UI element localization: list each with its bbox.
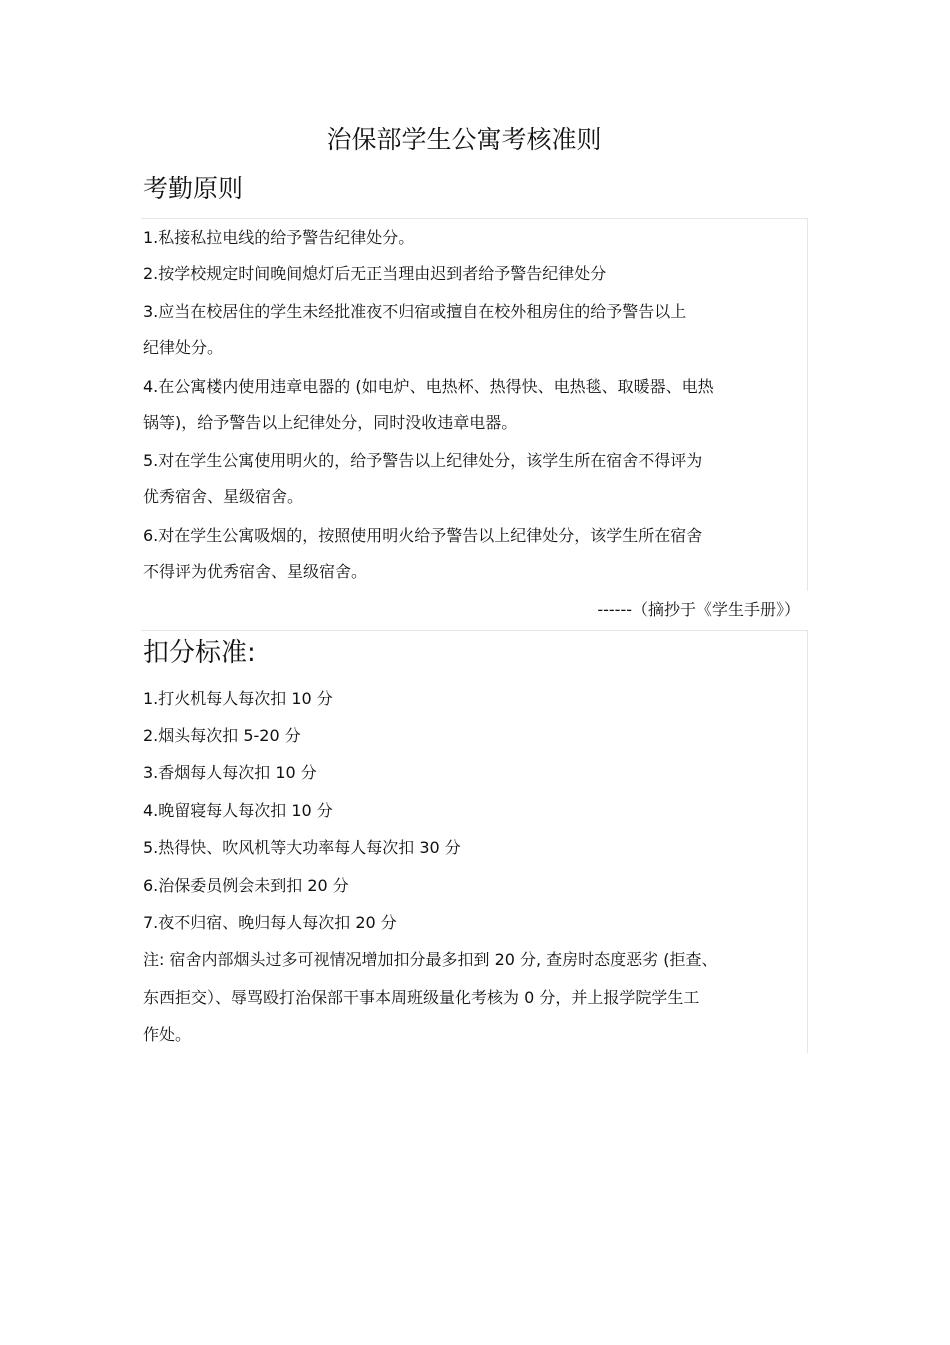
document-title: 治保部学生公寓考核准则	[326, 125, 602, 154]
deduction-line-6: 6.治保委员例会未到扣 20 分	[143, 876, 349, 895]
attendance-line-3-cont: 纪律处分。	[143, 338, 224, 357]
deduction-line-4: 4.晚留寝每人每次扣 10 分	[143, 801, 333, 820]
attendance-line-4: 4.在公寓楼内使用违章电器的 (如电炉、电热杯、热得快、电热毯、取暖器、电热	[143, 377, 714, 396]
deduction-note-line-1: 注: 宿舍内部烟头过多可视情况增加扣分最多扣到 20 分, 查房时态度恶劣 (拒查、	[143, 950, 718, 969]
deduction-line-2: 2.烟头每次扣 5-20 分	[143, 726, 301, 745]
attendance-line-3: 3.应当在校居住的学生未经批准夜不归宿或擅自在校外租房住的给予警告以上	[143, 302, 687, 321]
deduction-heading: 扣分标准:	[143, 638, 256, 668]
attendance-line-1: 1.私接私拉电线的给予警告纪律处分。	[143, 228, 415, 247]
attendance-line-5-cont: 优秀宿舍、星级宿舍。	[143, 487, 304, 506]
attendance-line-2: 2.按学校规定时间晚间熄灯后无正当理由迟到者给予警告纪律处分	[143, 264, 607, 283]
deduction-line-7: 7.夜不归宿、晚归每人每次扣 20 分	[143, 913, 397, 932]
deduction-note-line-2: 东西拒交）、辱骂殴打治保部干事本周班级量化考核为 0 分，并上报学院学生工	[143, 988, 700, 1007]
attendance-line-5: 5.对在学生公寓使用明火的，给予警告以上纪律处分，该学生所在宿舍不得评为	[143, 451, 703, 470]
deduction-line-1: 1.打火机每人每次扣 10 分	[143, 689, 333, 708]
source-note: ------（摘抄于《学生手册》）	[597, 600, 800, 619]
deduction-note-line-3: 作处。	[143, 1025, 192, 1044]
attendance-heading: 考勤原则	[143, 174, 244, 203]
deduction-line-3: 3.香烟每人每次扣 10 分	[143, 763, 317, 782]
deduction-line-5: 5.热得快、吹风机等大功率每人每次扣 30 分	[143, 838, 461, 857]
attendance-line-6: 6.对在学生公寓吸烟的，按照使用明火给予警告以上纪律处分，该学生所在宿舍	[143, 526, 703, 545]
attendance-line-6-cont: 不得评为优秀宿舍、星级宿舍。	[143, 562, 368, 581]
attendance-line-4-cont: 锅等)，给予警告以上纪律处分，同时没收违章电器。	[143, 413, 518, 432]
